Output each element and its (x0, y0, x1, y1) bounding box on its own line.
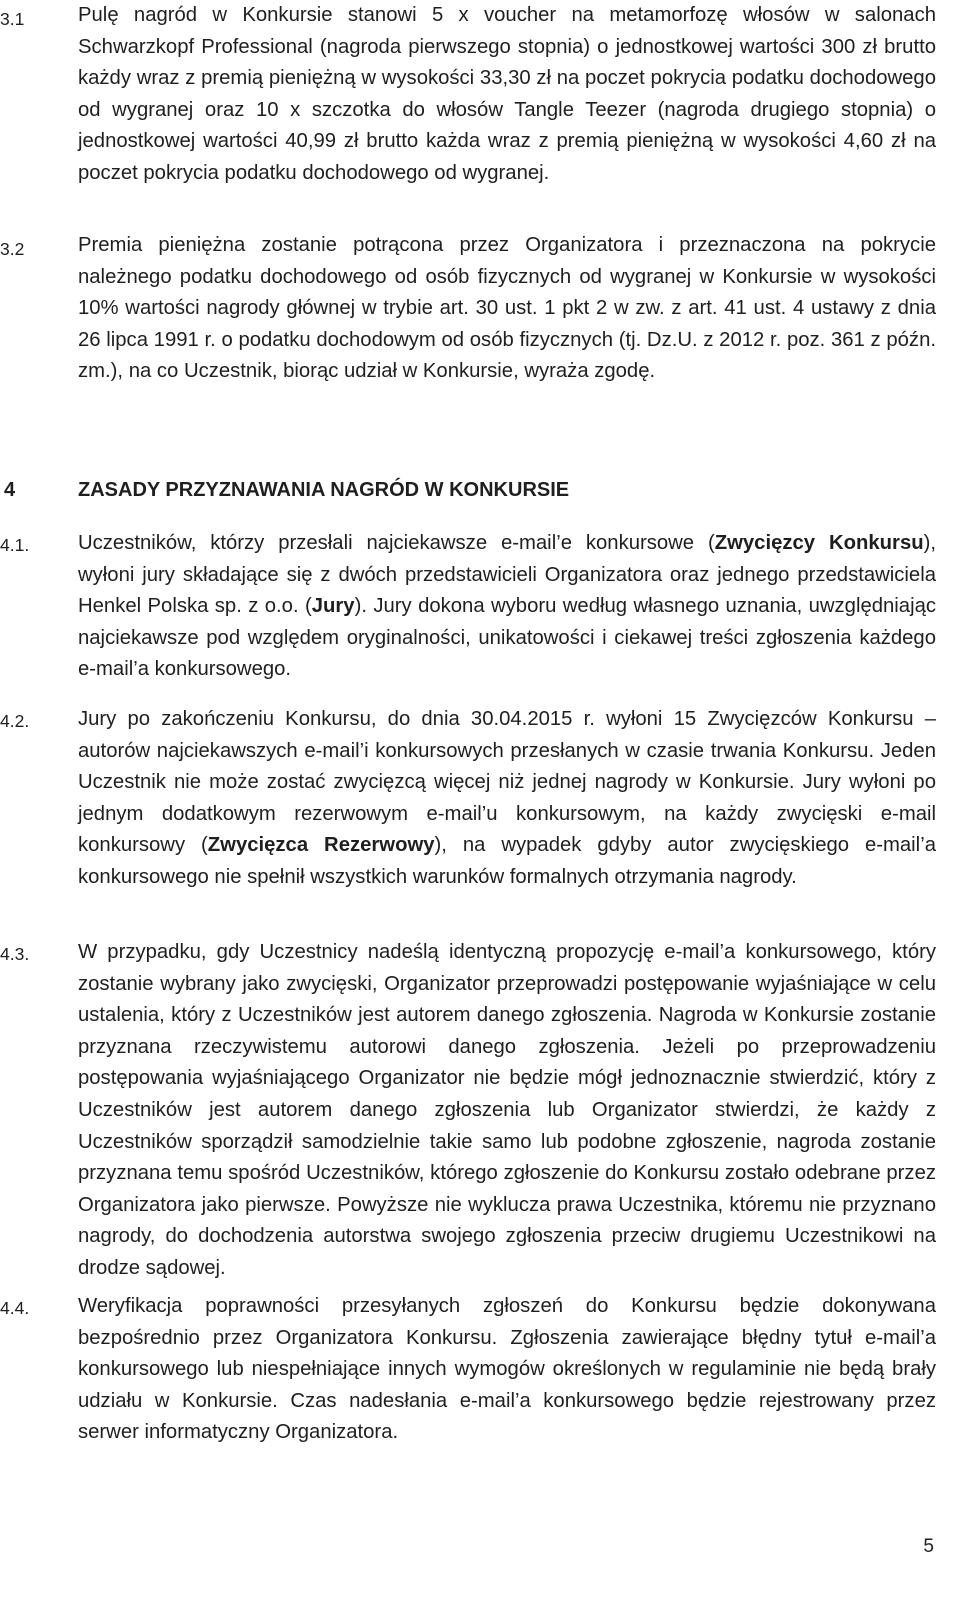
section-number: 4.1. (0, 535, 30, 555)
text-part: Jury po zakończeniu Konkursu, do dnia 30.04.2015 r. wyłoni 15 Zwycięzców Konkursu – autorów najciekawszych e-mail’i konkursowych przesłanych w czasie trwania Konkursu. Jeden Uczestnik nie może zostać zwycięzcą więcej niż jednej nagrody w Konkursie. Jury wyłoni po jednym dodatkowym rezerwowym e-mail’u konkursowym, na każdy zwycięski e-mail konkursowy ( (78, 708, 936, 857)
bold-term: Zwycięzcy Konkursu (714, 532, 924, 554)
text-part: Uczestników, którzy przesłali najciekawsze e-mail’e konkursowe ( (78, 532, 715, 554)
text-part: ). Jury dokona wyboru według własnego uznania, uwzględniając najciekawsze pod względem oryginalności, unikatowości i ciekawej treści zgłoszenia każdego e-mail’a konkursowego. (78, 595, 936, 681)
page-number: 5 (923, 1536, 934, 1557)
section-number: 4.3. (0, 944, 30, 964)
section-text: Premia pieniężna zostanie potrącona przez Organizatora i przeznaczona na pokrycie należnego podatku dochodowego od osób fizycznych od wygranej w Konkursie w wysokości 10% wartości nagrody głównej w trybie art. 30 ust. 1 pkt 2 w zw. z art. 41 ust. 4 ustawy z dnia 26 lipca 1991 r. o podatku dochodowym od osób fizycznych (tj. Dz.U. z 2012 r. poz. 361 z późn. zm.), na co Uczestnik, biorąc udział w Konkursie, wyraża zgodę. (78, 234, 936, 383)
section-text: W przypadku, gdy Uczestnicy nadeślą identyczną propozycję e-mail’a konkursowego, który zostanie wybrany jako zwycięski, Organizator przeprowadzi postępowanie wyjaśniające w celu ustalenia, który z Uczestników jest autorem danego zgłoszenia. Nagroda w Konkursie zostanie przyznana rzeczywistemu autorowi danego zgłoszenia. Jeżeli po przeprowadzeniu postępowania wyjaśniającego Organizator nie będzie mógł jednoznacznie stwierdzić, który z Uczestników jest autorem danego zgłoszenia lub Organizator stwierdzi, że każdy z Uczestników sporządził samodzielnie takie samo lub podobne zgłoszenie, nagroda zostanie przyznana temu spośród Uczestników, którego zgłoszenie do Konkursu zostało odebrane przez Organizatora jako pierwsze. Powyższe nie wyklucza prawa Uczestnika, któremu nie przyznano nagrody, do dochodzenia autorstwa swojego zgłoszenia przeciw drugiemu Uczestnikowi na drodze sądowej. (78, 941, 936, 1279)
bold-term: Jury (311, 595, 355, 618)
text-part: ), wyłoni jury składające się z dwóch przedstawicieli Organizatora oraz jednego przedstawiciela Henkel Polska sp. z o.o. ( (78, 532, 936, 618)
section-number: 3.1 (0, 9, 25, 29)
section-number: 3.2 (0, 239, 25, 259)
section-text (78, 704, 936, 894)
heading-title: ZASADY PRZYZNAWANIA NAGRÓD W KONKURSIE (78, 479, 570, 501)
section-text: Weryfikacja poprawności przesyłanych zgłoszeń do Konkursu będzie dokonywana bezpośrednio przez Organizatora Konkursu. Zgłoszenia zawierające błędny tytuł e-mail’a konkursowego lub niespełniające innych wymogów określonych w regulaminie nie będą brały udziału w Konkursie. Czas nadesłania e-mail’a konkursowego będzie rejestrowany przez serwer informatyczny Organizatora. (78, 1295, 936, 1444)
section-text: Pulę nagród w Konkursie stanowi 5 x voucher na metamorfozę włosów w salonach Schwarzkopf Professional (nagroda pierwszego stopnia) o jednostkowej wartości 300 zł brutto każdy wraz z premią pieniężną w wysokości 33,30 zł na poczet pokrycia podatku dochodowego od wygranej oraz 10 x szczotka do włosów Tangle Teezer (nagroda drugiego stopnia) o jednostkowej wartości 40,99 zł brutto każda wraz z premią pieniężną w wysokości 4,60 zł na poczet pokrycia podatku dochodowego od wygranej. (78, 4, 936, 184)
bold-term: Zwycięzca Rezerwowy (207, 834, 435, 857)
section-text (78, 528, 936, 686)
text-part: ), na wypadek gdyby autor zwycięskiego e-mail’a konkursowego nie spełnił wszystkich warunków formalnych otrzymania nagrody. (78, 834, 936, 888)
section-number: 4.2. (0, 711, 30, 731)
heading-number: 4 (4, 479, 16, 501)
section-number: 4.4. (0, 1298, 30, 1318)
